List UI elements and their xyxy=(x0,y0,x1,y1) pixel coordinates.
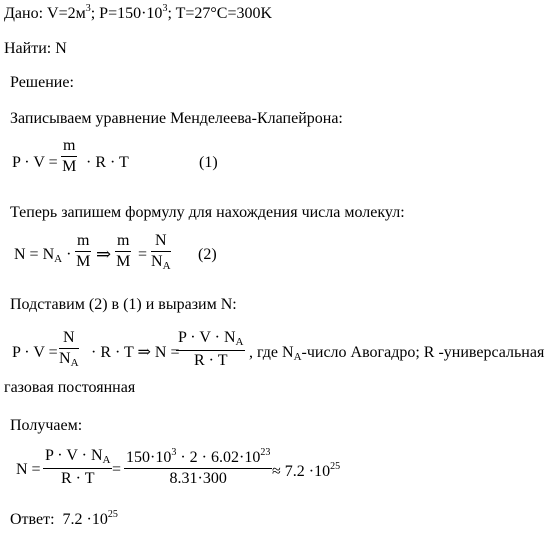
fraction-m-over-M: $\frac{m}{M}$ xyxy=(62,137,77,175)
get-text: Получаем: xyxy=(10,417,83,434)
equation-label: (1) xyxy=(199,154,218,171)
solution-heading: Решение: xyxy=(10,74,74,91)
fraction-N-over-NA: $\frac{N}{N_A}$ xyxy=(59,329,79,369)
fraction-N-over-NA: $\frac{N}{N_A}$ xyxy=(151,232,171,272)
molecules-text: Теперь запишем формулу для нахождения числа молекул: xyxy=(10,204,405,221)
mk-text: Записываем уравнение Менделеева-Клапейрона: xyxy=(10,110,343,127)
answer-line: Ответ: $7.2 \cdot 10^{25}$ xyxy=(10,509,118,528)
implies-arrow: ⇒ xyxy=(96,244,112,264)
find-line: Найти: N xyxy=(4,40,67,57)
fraction-PVNA-over-RT: $\frac{P \cdot V \cdot N_A}{R \cdot T}$ xyxy=(178,329,244,369)
fraction-numeric: $\frac{150\cdot 10^3 \cdot 2 \cdot 6.02\cdot 10^{23}}{8.31\cdot 300}$ xyxy=(126,447,271,487)
fraction-m-over-M: $\frac{m}{M}$ xyxy=(76,232,91,270)
substitute-text: Подставим (2) в (1) и выразим N: xyxy=(10,296,237,313)
given-line: Дано: $V=2м^3$; $P=150\cdot 10^3$; T=27°C=300K xyxy=(4,3,273,22)
fraction-PVNA-over-RT: $\frac{P \cdot V \cdot N_A}{R \cdot T}$ xyxy=(45,447,111,487)
fraction-m-over-M: $\frac{m}{M}$ xyxy=(116,232,131,270)
equation-label: (2) xyxy=(198,246,217,263)
